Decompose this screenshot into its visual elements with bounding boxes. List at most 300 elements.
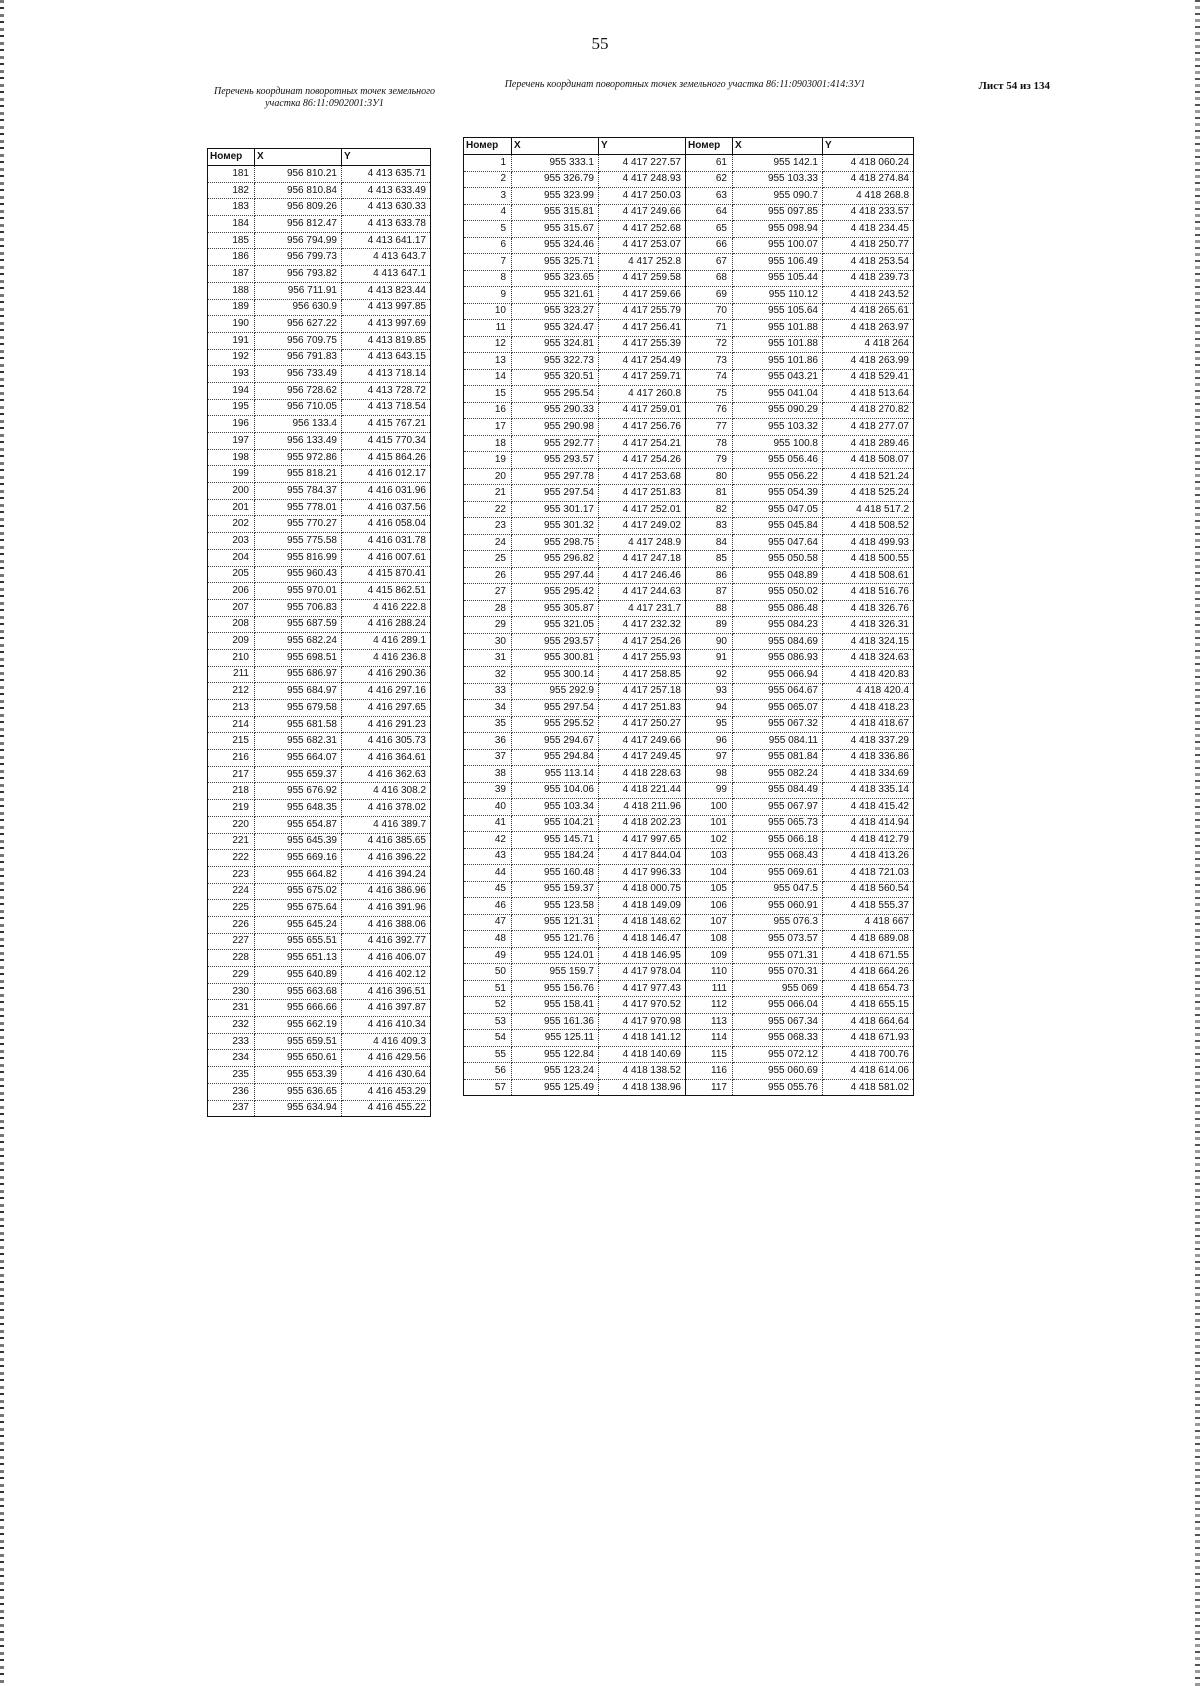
table-row [208,883,431,900]
x-coordinate: 955 686.97 [255,666,342,683]
y-coordinate: 4 418 243.52 [823,287,914,304]
point-number: 101 [686,815,733,832]
table-row [464,650,914,667]
point-number: 26 [464,567,512,584]
table-row [208,349,431,366]
table-row [208,967,431,984]
table-row [208,249,431,266]
table-row [464,683,914,700]
point-number: 18 [464,435,512,452]
point-number: 218 [208,783,255,800]
table-row [464,254,914,271]
x-coordinate: 955 123.24 [512,1063,599,1080]
x-coordinate: 955 301.32 [512,518,599,535]
x-coordinate: 955 664.07 [255,750,342,767]
y-coordinate: 4 417 232.32 [599,617,686,634]
y-coordinate: 4 413 647.1 [342,266,431,283]
table-row [464,1079,914,1096]
x-coordinate: 955 076.3 [733,914,823,931]
point-number: 93 [686,683,733,700]
y-coordinate: 4 418 555.37 [823,898,914,915]
table-row [464,749,914,766]
table-row [208,449,431,466]
table-row [464,353,914,370]
point-number: 28 [464,600,512,617]
point-number: 226 [208,916,255,933]
x-coordinate: 955 123.58 [512,898,599,915]
x-coordinate: 955 067.32 [733,716,823,733]
point-number: 33 [464,683,512,700]
x-coordinate: 955 640.89 [255,967,342,984]
point-number: 78 [686,435,733,452]
table-row [208,182,431,199]
y-coordinate: 4 418 412.79 [823,832,914,849]
x-coordinate: 955 297.44 [512,567,599,584]
y-coordinate: 4 418 664.26 [823,964,914,981]
point-number: 189 [208,299,255,316]
x-coordinate: 955 048.89 [733,567,823,584]
point-number: 183 [208,199,255,216]
y-coordinate: 4 418 202.23 [599,815,686,832]
y-coordinate: 4 418 146.95 [599,947,686,964]
x-coordinate: 955 101.86 [733,353,823,370]
table-row [208,633,431,650]
y-coordinate: 4 416 012.17 [342,466,431,483]
y-coordinate: 4 416 236.8 [342,649,431,666]
point-number: 2 [464,171,512,188]
table-row [208,316,431,333]
x-coordinate: 955 056.46 [733,452,823,469]
x-coordinate: 955 775.58 [255,533,342,550]
point-number: 237 [208,1100,255,1117]
right-table-caption: Перечень координат поворотных точек земельного участка 86:11:0903001:414:3У1 [504,79,866,90]
y-coordinate: 4 413 819.85 [342,332,431,349]
table-row [208,1033,431,1050]
table-row [208,649,431,666]
y-coordinate: 4 417 254.21 [599,435,686,452]
y-coordinate: 4 416 297.16 [342,683,431,700]
point-number: 182 [208,182,255,199]
y-coordinate: 4 418 516.76 [823,584,914,601]
table-row [464,419,914,436]
point-number: 211 [208,666,255,683]
point-number: 46 [464,898,512,915]
table-row [208,549,431,566]
scan-edge-right [1195,0,1200,1686]
table-row [208,816,431,833]
y-coordinate: 4 418 221.44 [599,782,686,799]
table-row [208,232,431,249]
point-number: 231 [208,1000,255,1017]
left-table-caption: Перечень координат поворотных точек земельного участка 86:11:0902001:3У1 [214,86,435,109]
y-coordinate: 4 418 324.63 [823,650,914,667]
y-coordinate: 4 417 996.33 [599,865,686,882]
y-coordinate: 4 417 260.8 [599,386,686,403]
x-coordinate: 955 290.98 [512,419,599,436]
y-coordinate: 4 417 252.8 [599,254,686,271]
right-coordinates-table [463,137,914,1096]
x-coordinate: 955 675.64 [255,900,342,917]
x-coordinate: 956 709.75 [255,332,342,349]
x-coordinate: 955 067.97 [733,799,823,816]
table-row [464,964,914,981]
x-coordinate: 955 104.21 [512,815,599,832]
point-number: 85 [686,551,733,568]
table-row [208,950,431,967]
point-number: 92 [686,666,733,683]
x-coordinate: 955 972.86 [255,449,342,466]
x-coordinate: 955 065.73 [733,815,823,832]
point-number: 29 [464,617,512,634]
y-coordinate: 4 417 255.79 [599,303,686,320]
point-number: 39 [464,782,512,799]
point-number: 104 [686,865,733,882]
x-coordinate: 955 060.69 [733,1063,823,1080]
point-number: 3 [464,188,512,205]
point-number: 185 [208,232,255,249]
y-coordinate: 4 415 770.34 [342,433,431,450]
x-coordinate: 955 297.54 [512,700,599,717]
y-coordinate: 4 416 453.29 [342,1083,431,1100]
x-coordinate: 955 073.57 [733,931,823,948]
point-number: 75 [686,386,733,403]
y-coordinate: 4 416 288.24 [342,616,431,633]
point-number: 82 [686,501,733,518]
table-row [464,534,914,551]
y-coordinate: 4 418 418.23 [823,700,914,717]
point-number: 184 [208,216,255,233]
point-number: 200 [208,483,255,500]
y-coordinate: 4 418 415.42 [823,799,914,816]
y-coordinate: 4 418 326.76 [823,600,914,617]
table-row [208,783,431,800]
table-row [464,1013,914,1030]
y-coordinate: 4 418 289.46 [823,435,914,452]
y-coordinate: 4 416 406.07 [342,950,431,967]
x-coordinate: 955 121.31 [512,914,599,931]
x-coordinate: 955 293.57 [512,452,599,469]
y-coordinate: 4 418 263.99 [823,353,914,370]
point-number: 38 [464,766,512,783]
table-row [464,501,914,518]
y-coordinate: 4 415 870.41 [342,566,431,583]
point-number: 32 [464,666,512,683]
x-coordinate: 955 104.06 [512,782,599,799]
point-number: 30 [464,633,512,650]
x-coordinate: 956 794.99 [255,232,342,249]
x-coordinate: 955 121.76 [512,931,599,948]
y-coordinate: 4 417 244.63 [599,584,686,601]
x-coordinate: 956 133.49 [255,433,342,450]
x-coordinate: 955 662.19 [255,1017,342,1034]
point-number: 70 [686,303,733,320]
point-number: 83 [686,518,733,535]
point-number: 68 [686,270,733,287]
x-coordinate: 955 293.57 [512,633,599,650]
x-coordinate: 955 292.9 [512,683,599,700]
x-coordinate: 955 066.94 [733,666,823,683]
x-coordinate: 955 069.61 [733,865,823,882]
table-row [208,1017,431,1034]
point-number: 27 [464,584,512,601]
y-coordinate: 4 418 250.77 [823,237,914,254]
point-number: 10 [464,303,512,320]
point-number: 109 [686,947,733,964]
y-coordinate: 4 418 654.73 [823,980,914,997]
point-number: 4 [464,204,512,221]
point-number: 190 [208,316,255,333]
y-coordinate: 4 415 862.51 [342,583,431,600]
table-row [464,666,914,683]
x-coordinate: 955 101.88 [733,336,823,353]
point-number: 203 [208,533,255,550]
y-coordinate: 4 416 396.22 [342,850,431,867]
x-coordinate: 955 659.51 [255,1033,342,1050]
point-number: 236 [208,1083,255,1100]
page-number: 55 [591,34,609,53]
point-number: 91 [686,650,733,667]
y-coordinate: 4 418 420.83 [823,666,914,683]
table-row [464,468,914,485]
y-coordinate: 4 418 140.69 [599,1046,686,1063]
y-coordinate: 4 416 455.22 [342,1100,431,1117]
point-number: 204 [208,549,255,566]
table-row [208,366,431,383]
point-number: 181 [208,166,255,183]
y-coordinate: 4 418 667 [823,914,914,931]
x-coordinate: 955 050.58 [733,551,823,568]
x-coordinate: 955 060.91 [733,898,823,915]
y-coordinate: 4 418 335.14 [823,782,914,799]
x-coordinate: 955 105.44 [733,270,823,287]
x-coordinate: 955 070.31 [733,964,823,981]
y-coordinate: 4 416 007.61 [342,549,431,566]
x-coordinate: 955 084.49 [733,782,823,799]
point-number: 13 [464,353,512,370]
y-coordinate: 4 416 291.23 [342,716,431,733]
table-row [208,716,431,733]
y-coordinate: 4 418 517.2 [823,501,914,518]
x-coordinate: 955 679.58 [255,700,342,717]
y-coordinate: 4 417 250.03 [599,188,686,205]
table-row [464,485,914,502]
point-number: 225 [208,900,255,917]
header-y: Y [342,149,431,166]
x-coordinate: 955 636.65 [255,1083,342,1100]
point-number: 64 [686,204,733,221]
x-coordinate: 955 041.04 [733,386,823,403]
x-coordinate: 955 295.42 [512,584,599,601]
y-coordinate: 4 418 413.26 [823,848,914,865]
x-coordinate: 955 324.47 [512,320,599,337]
x-coordinate: 955 322.73 [512,353,599,370]
point-number: 192 [208,349,255,366]
point-number: 235 [208,1067,255,1084]
y-coordinate: 4 418 253.54 [823,254,914,271]
y-coordinate: 4 418 000.75 [599,881,686,898]
x-coordinate: 955 676.92 [255,783,342,800]
y-coordinate: 4 418 418.67 [823,716,914,733]
y-coordinate: 4 418 560.54 [823,881,914,898]
point-number: 232 [208,1017,255,1034]
header-number: Номер [208,149,255,166]
x-coordinate: 955 067.34 [733,1013,823,1030]
point-number: 224 [208,883,255,900]
x-coordinate: 955 064.67 [733,683,823,700]
y-coordinate: 4 417 255.93 [599,650,686,667]
x-coordinate: 955 321.61 [512,287,599,304]
point-number: 41 [464,815,512,832]
y-coordinate: 4 418 671.55 [823,947,914,964]
point-number: 25 [464,551,512,568]
y-coordinate: 4 417 844.04 [599,848,686,865]
x-coordinate: 955 072.12 [733,1046,823,1063]
y-coordinate: 4 418 277.07 [823,419,914,436]
y-coordinate: 4 413 643.15 [342,349,431,366]
y-coordinate: 4 418 149.09 [599,898,686,915]
x-coordinate: 955 100.8 [733,435,823,452]
table-row [208,1050,431,1067]
x-coordinate: 956 791.83 [255,349,342,366]
table-row [208,216,431,233]
x-coordinate: 956 799.73 [255,249,342,266]
point-number: 37 [464,749,512,766]
table-row [208,616,431,633]
point-number: 20 [464,468,512,485]
table-row [464,270,914,287]
table-row [464,369,914,386]
point-number: 12 [464,336,512,353]
table-row [208,766,431,783]
x-coordinate: 955 066.18 [733,832,823,849]
point-number: 7 [464,254,512,271]
table-row [464,997,914,1014]
point-number: 94 [686,700,733,717]
y-coordinate: 4 418 529.41 [823,369,914,386]
header-x: X [512,138,599,155]
point-number: 50 [464,964,512,981]
x-coordinate: 955 068.43 [733,848,823,865]
x-coordinate: 955 324.46 [512,237,599,254]
y-coordinate: 4 413 997.85 [342,299,431,316]
point-number: 86 [686,567,733,584]
y-coordinate: 4 418 521.24 [823,468,914,485]
y-coordinate: 4 417 259.01 [599,402,686,419]
y-coordinate: 4 417 997.65 [599,832,686,849]
x-coordinate: 955 648.35 [255,800,342,817]
x-coordinate: 955 324.81 [512,336,599,353]
table-row [208,483,431,500]
point-number: 21 [464,485,512,502]
table-row [208,900,431,917]
x-coordinate: 955 106.49 [733,254,823,271]
point-number: 114 [686,1030,733,1047]
y-coordinate: 4 416 222.8 [342,599,431,616]
point-number: 36 [464,733,512,750]
table-row [464,452,914,469]
y-coordinate: 4 418 420.4 [823,683,914,700]
table-row [464,435,914,452]
point-number: 45 [464,881,512,898]
table-row [464,320,914,337]
x-coordinate: 955 333.1 [512,155,599,172]
table-row [208,166,431,183]
table-row [208,416,431,433]
x-coordinate: 955 184.24 [512,848,599,865]
y-coordinate: 4 417 248.9 [599,534,686,551]
table-row [464,947,914,964]
x-coordinate: 955 325.71 [512,254,599,271]
y-coordinate: 4 418 414.94 [823,815,914,832]
x-coordinate: 956 733.49 [255,366,342,383]
x-coordinate: 956 812.47 [255,216,342,233]
x-coordinate: 955 294.84 [512,749,599,766]
x-coordinate: 955 084.69 [733,633,823,650]
y-coordinate: 4 416 290.36 [342,666,431,683]
y-coordinate: 4 418 499.93 [823,534,914,551]
y-coordinate: 4 417 231.7 [599,600,686,617]
y-coordinate: 4 417 252.68 [599,221,686,238]
point-number: 49 [464,947,512,964]
x-coordinate: 955 653.39 [255,1067,342,1084]
point-number: 90 [686,633,733,650]
point-number: 220 [208,816,255,833]
sheet-label: Лист 54 из 134 [978,80,1050,92]
table-row [464,584,914,601]
y-coordinate: 4 417 254.49 [599,353,686,370]
x-coordinate: 955 290.33 [512,402,599,419]
y-coordinate: 4 416 058.04 [342,516,431,533]
point-number: 105 [686,881,733,898]
x-coordinate: 955 315.67 [512,221,599,238]
x-coordinate: 955 292.77 [512,435,599,452]
table-row [464,303,914,320]
x-coordinate: 955 160.48 [512,865,599,882]
y-coordinate: 4 418 336.86 [823,749,914,766]
x-coordinate: 956 810.21 [255,166,342,183]
table-row [464,204,914,221]
x-coordinate: 955 081.84 [733,749,823,766]
point-number: 43 [464,848,512,865]
point-number: 16 [464,402,512,419]
x-coordinate: 955 043.21 [733,369,823,386]
x-coordinate: 955 098.94 [733,221,823,238]
x-coordinate: 955 301.17 [512,501,599,518]
y-coordinate: 4 418 508.61 [823,567,914,584]
table-row [464,518,914,535]
y-coordinate: 4 413 641.17 [342,232,431,249]
y-coordinate: 4 416 391.96 [342,900,431,917]
point-number: 57 [464,1079,512,1096]
y-coordinate: 4 417 249.45 [599,749,686,766]
point-number: 56 [464,1063,512,1080]
x-coordinate: 955 066.04 [733,997,823,1014]
point-number: 53 [464,1013,512,1030]
y-coordinate: 4 417 227.57 [599,155,686,172]
table-row [464,1063,914,1080]
y-coordinate: 4 418 138.96 [599,1079,686,1096]
y-coordinate: 4 416 396.51 [342,983,431,1000]
point-number: 48 [464,931,512,948]
table-row [208,282,431,299]
point-number: 61 [686,155,733,172]
point-number: 103 [686,848,733,865]
x-coordinate: 955 068.33 [733,1030,823,1047]
point-number: 19 [464,452,512,469]
table-row [464,402,914,419]
y-coordinate: 4 417 259.71 [599,369,686,386]
y-coordinate: 4 418 324.15 [823,633,914,650]
